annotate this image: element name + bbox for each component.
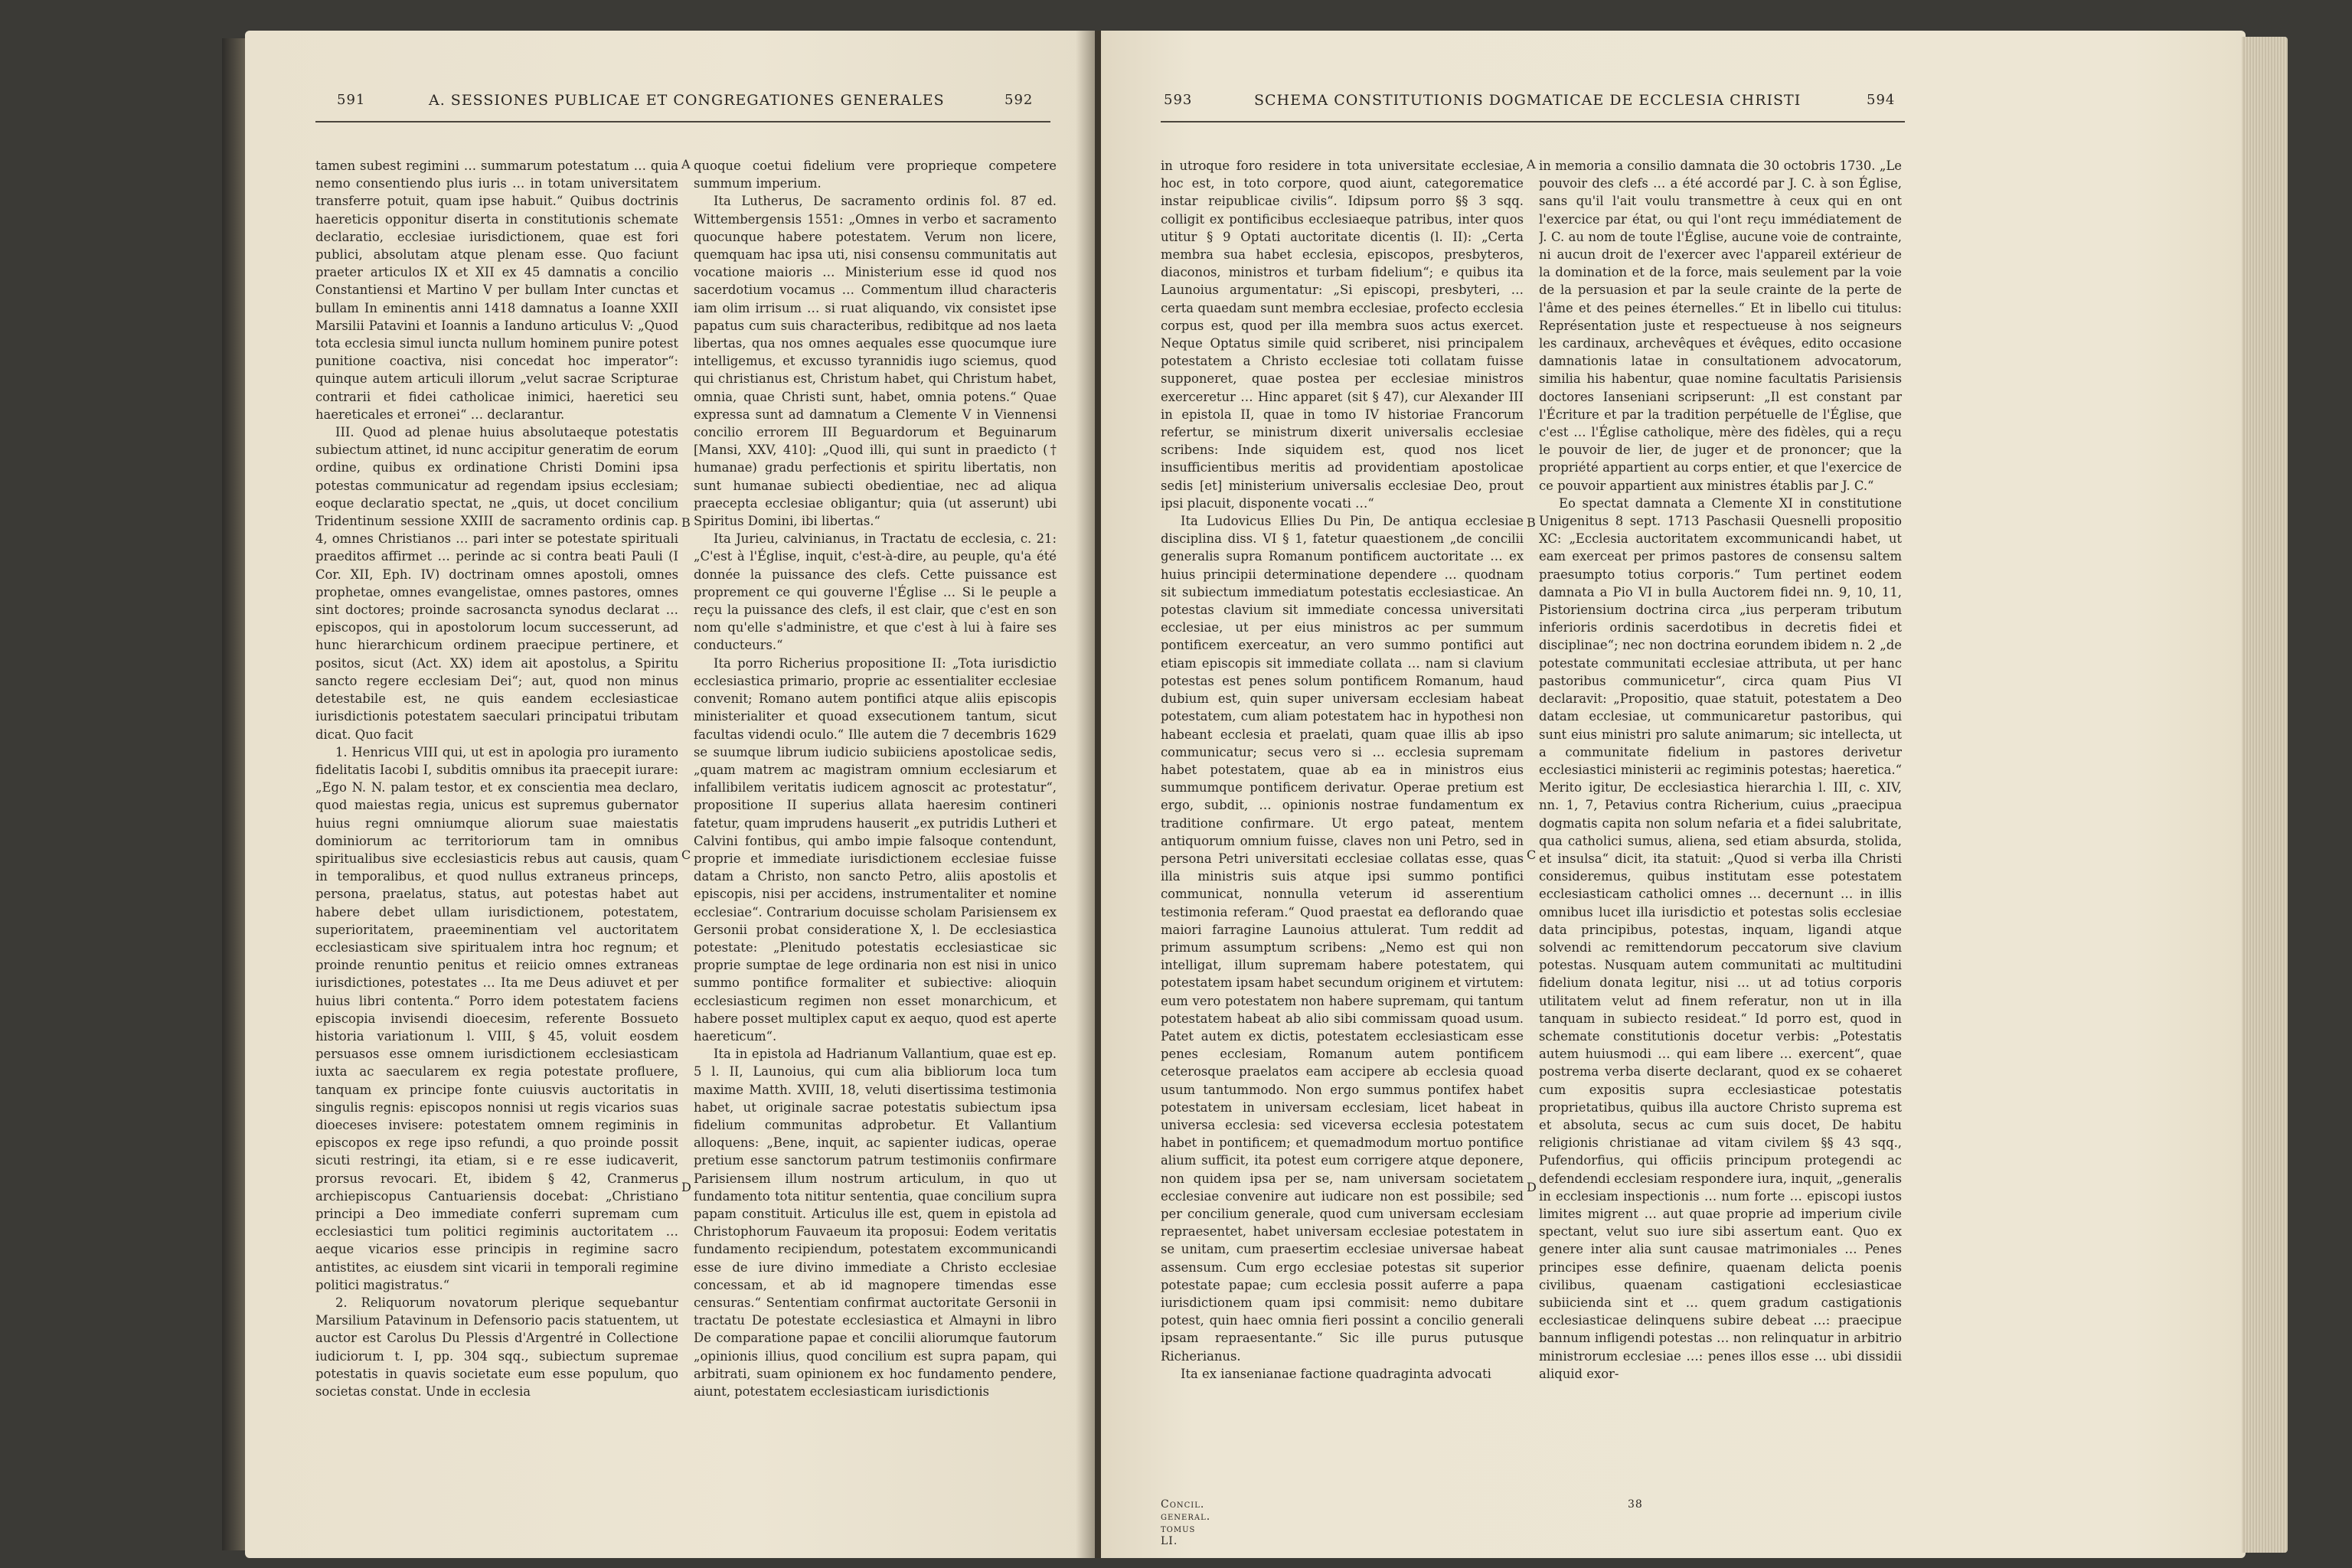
right-page [1101, 31, 2246, 1558]
margin-mark-b: B [1527, 515, 1536, 530]
left-header-title: A. SESSIONES PUBLICAE ET CONGREGATIONES GENERALES [429, 92, 945, 109]
left-column-1 [315, 157, 678, 1504]
paragraph: 1. Henricus VIII qui, ut est in apologia pro iuramento fidelitatis Iacobi I, subditis omnibus ita praecepit iurare: „Ego N. N. palam testor, et ex conscientia mea declaro, quod maiestas regia, unicus est supremus gubernator huius regni omniumque aliorum suae maiestatis dominiorum ac territoriorum tam in omnibus spiritualibus sive ecclesiasticis rebus aut causis, quam in temporalibus, et quod nullus extraneus princeps, persona, praelatus, status, aut potestas habet aut habere debet ullam iurisdictionem, potestatem, superioritatem, praeeminentiam vel auctoritatem ecclesiasticam sive spiritualem intra hoc regnum; et proinde renuntio penitus et reiicio omnes extraneas iurisdictiones, potestates … Ita me Deus adiuvet et per huius libri contenta.“ Porro idem potestatem faciens episcopia invisendi dioecesim, referente Bossueto historia variationum l. VIII, § 45, voluit eosdem persuasos esse omnem iurisdictionem ecclesiasticam iuxta ac saecularem ex regia potestate profluere, tanquam ex principe fonte cuiusvis auctoritatis in singulis regnis: episcopos nonnisi ut regis vicarios suas dioeceses invisere: potestatem omnem regiminis in episcopos ex rege ipso refundi, a quo proinde possit sicuti restringi, ita etiam, si e re esse iudicaverit, prorsus revocari. Et, ibidem § 42, Cranmerus archiepiscopus Cantuariensis docebat: „Christiano principi a Deo immediate conferri supremam cum ecclesiastici tum politici regiminis auctoritatem … aeque vicarios esse principis in regimine sacro antistites, ac eiusdem sint vicarii in temporali regimine politici magistratus.“ [315, 744, 678, 1292]
right-folio-outer: 594 [1867, 92, 1896, 108]
book-edge-left [222, 38, 248, 1550]
margin-mark-d: D [681, 1180, 691, 1194]
paragraph: in memoria a consilio damnata die 30 octobris 1730. „Le pouvoir des clefs … a été accordé par J. C. à son Église, sans qu'il l'ait voulu transmettre à ceux qui en ont l'exercice par état, ou qui l'ont reçu immédiatement de J. C. au nom de toute l'Église, aucune voie de contrainte, ni aucun droit de l'exercer avec l'appareil extérieur de la domination et de la force, mais seulement par la voie de la persuasion et par la seule crainte de la perte de l'âme et des peines éternelles.“ Et in libello cui titulus: Représentation juste et respectueuse à nos seigneurs les cardinaux, archevêques et évêques, edito occasione damnationis latae in consultationem advocatorum, similia his habentur, quae nomine facultatis Parisiensis doctores Ianseniani scripserunt: „Il est constant par l'Écriture et par la tradition perpétuelle de l'Église, que c'est … l'Église catholique, mère des fidèles, qui a reçu le pouvoir de lier, de juger et de prononcer; que la propriété appartient au corps entier, et que l'exercice de ce pouvoir appartient aux ministres établis par J. C.“ [1539, 158, 1902, 493]
paragraph: Ita Lutherus, De sacramento ordinis fol. 87 ed. Wittembergensis 1551: „Omnes in verbo et sacramento quocunque habere potestatem. Verum non licere, quemquam hac ipsa uti, nisi consensu communitatis aut vocatione maioris … Ministerium esse id quod nos sacerdotium vocamus … Commentum illud characteris iam olim irrisum … si ruat aliquando, vix consistet ipse papatus cum suis characteribus, redibitque ad nos laeta libertas, qua nos omnes aequales esse quocumque iure intelligemus, et excusso tyrannidis iugo sciemus, quod qui christianus est, Christum habet, qui Christum habet, omnia, quae Christi sunt, habet, omnia potens.“ Quae expressa sunt ad damnatum a Clemente V in Viennensi concilio errorem III Beguardorum et Beguinarum [Mansi, XXV, 410]: „Quod illi, qui sunt in praedicto († humanae) gradu perfectionis et spiritu libertatis, non sunt humanae subiecti obedientiae, nec ad aliqua praecepta ecclesiae obligantur; quia (ut asserunt) ubi Spiritus Domini, ibi libertas.“ [694, 194, 1057, 529]
margin-mark-c: C [1527, 848, 1537, 862]
paragraph: Ita in epistola ad Hadrianum Vallantium, quae est ep. 5 l. II, Launoius, qui cum alia bibliorum loca tum maxime Matth. XVIII, 18, veluti disertissima testimonia habet, ut originale sacrae potestatis subiectum ipsa fidelium communitas adprobetur. Et Vallantium alloquens: „Bene, inquit, ac sapienter iudicas, operae pretium esse sanctorum patrum testimoniis confirmare Parisiensem illum nostrum articulum, in quo ut fundamento tota nititur sententia, quae concilium supra papam constituit. Articulus ille est, quem in epistola ad Christophorum Fauvaeum ita proposui: Eodem veritatis fundamento recipiendum, potestatem excommunicandi esse de iure divino immediate a Christo ecclesiae concessam, et ab id magnopere timendas esse censuras.“ Sententiam confirmat auctoritate Gersonii in tractatu De potestate ecclesiastica et Almayni in libro De comparatione papae et concilii aliorumque fautorum „opinionis illius, quod concilium est supra papam, qui arbitrati, suam opinionem ex hoc fundamento pendere, aiunt, potestatem ecclesiasticam iurisdictionis [694, 1047, 1057, 1400]
right-column-1 [1161, 157, 1524, 1489]
left-running-head [245, 84, 1095, 122]
left-header-rule [315, 121, 1050, 122]
margin-mark-a: A [681, 157, 691, 172]
right-column-2 [1539, 157, 1902, 1504]
paragraph: Eo spectat damnata a Clemente XI in constitutione Unigenitus 8 sept. 1713 Paschasii Quesnelli propositio XC: „Ecclesia auctoritatem excommunicandi habet, ut eam exerceat per primos pastores de consensu saltem praesumpto totius corporis.“ Tum pertinet eodem damnata a Pio VI in bulla Auctorem fidei nn. 9, 10, 11, Pistoriensium doctrina circa „ius perperam tributum inferioris ordinis sacerdotibus in decretis fidei et disciplinae“; nec non doctrina eorundem ibidem n. 2 „de potestate communitati ecclesiae attributa, ut per hanc pastoribus communicetur“, circa quam Pius VI declaravit: „Propositio, quae statuit, potestatem a Deo datam ecclesiae, ut communicaretur pastoribus, qui sunt eius ministri pro salute animarum; sic intellecta, ut a communitate fidelium in pastores derivetur ecclesiastici ministerii ac regiminis potestas; haeretica.“ Merito igitur, De ecclesiastica hierarchia l. III, c. XIV, nn. 1, 7, Petavius contra Richerium, cuius „praecipua dogmatis capita non solum nefaria et a fidei salubritate, qua catholici sumus, aliena, sed etiam absurda, stolida, et insulsa“ dicit, ita statuit: „Quod si verba illa Christi consideremus, quibus institutam esse potestatem ecclesiasticam catholici omnes … decernunt … in illis omnibus lucet illa iurisdictio et potestas solis ecclesiae data principibus, potestas, inquam, ligandi atque solvendi ac remittendorum peccatorum sive clavium potestas. Nusquam autem communitati ac multitudini fidelium donata legitur, nisi … ut ad totius corporis utilitatem velut ad finem referatur, non ut in illa tanquam in subiecto resideat.“ Id porro est, quod in schemate constitutionis docetur verbis: „Potestatis autem huiusmodi … qui eam libere … exercent“, quae postrema verba diserte declarant, quod ex se cohaeret cum expositis supra ecclesiasticae potestatis proprietatibus, quibus illa auctore Christo suprema est et absoluta, secus ac cum suis docet, De habitu religionis christianae ad vitam civilem §§ 43 sqq., Pufendorfius, qui officiis principum protegendi ac defendendi ecclesiam respondere iura, inquit, „generalis in ecclesiam inspectionis … num forte … episcopi iustos limites migrent … aut quae proprie ad imperium civile spectant, velut suo iure sibi assertum eant. Quo ex genere inter alia sunt causae matrimoniales … Penes principes esse definire, quaenam delicta poenis civilibus, quaenam castigationi ecclesiasticae subiicienda sint et … quem gradum castigationis ecclesiasticae delinquens subire debeat …: praecipue bannum infligendi potestas … non relinquatur in arbitrio ministrorum ecclesiae …: penes illos esse … ubi dissidii aliquid exor- [1539, 495, 1902, 1381]
paragraph: III. Quod ad plenae huius absolutaeque potestatis subiectum attinet, id nunc accipitur generatim de eorum ordine, quibus ex ordinatione Christi Domini ipsa potestas communicatur ad regendam ipsius ecclesiam; eoque declaratio spectat, ne „quis, ut docet concilium Tridentinum sessione XXIII de sacramento ordinis cap. 4, omnes Christianos … pari inter se potestate spirituali praeditos affirmet … perinde ac si contra beati Pauli (I Cor. XII, Eph. IV) doctrinam omnes apostoli, omnes prophetae, omnes evangelistae, omnes pastores, omnes sint doctores; proinde sacrosancta synodus declarat … episcopos, qui in apostolorum locum successerunt, ad hunc hierarchicum ordinem praecipue pertinere, et positos, sicut (Act. XX) idem ait apostolus, a Spiritu sancto regere ecclesiam Dei“; aut, quod non minus detestabile est, ne quis eandem ecclesiasticae iurisdictionis potestatem saeculari principatui tributam dicat. Quo facit [315, 425, 678, 742]
right-folio-inner: 593 [1164, 92, 1193, 108]
paragraph: tamen subest regimini … summarum potestatum … quia nemo consentiendo plus iuris … in totam universitatem transferre potuit, quam ipse habuit.“ Quibus doctrinis haereticis opponitur diserta in constitutionis schemate declaratio, ecclesiae iurisdictionem, quae est fori publici, absolutam atque plenam esse. Quo faciunt praeter articulos IX et XII ex 45 damnatis a concilio Constantiensi et Martino V per bullam Inter cunctas et bullam In eminentis anni 1418 damnatus a Ioanne XXII Marsilii Patavini et Ioannis a Ianduno articulus V: „Quod tota ecclesia simul iuncta nullum hominem punire potest punitione coactiva, nisi concedat hoc imperator“: quinque autem articuli illorum „velut sacrae Scripturae contrarii et fidei catholicae inimici, haeretici seu haereticales et erronei“ … declarantur. [315, 158, 678, 422]
margin-mark-b: B [681, 515, 691, 530]
left-folio-inner: 592 [1004, 92, 1034, 108]
left-page [245, 31, 1095, 1558]
paragraph: quoque coetui fidelium vere proprieque competere summum imperium. [694, 158, 1057, 191]
page-footer-signature: Concil. general. tomus LI. [1161, 1498, 1211, 1547]
right-header-rule [1161, 121, 1905, 122]
right-header-title: SCHEMA CONSTITUTIONIS DOGMATICAE DE ECCLESIA CHRISTI [1254, 92, 1802, 109]
right-running-head [1101, 84, 2246, 122]
paragraph: 2. Reliquorum novatorum plerique sequebantur Marsilium Patavinum in Defensorio pacis statuentem, ut auctor est Carolus Du Plessis d'Argentré in Collectione iudiciorum t. I, pp. 304 sqq., subiectum supremae potestatis in quavis societate eum esse populum, quo societas constat. Unde in ecclesia [315, 1295, 678, 1400]
left-column-2 [694, 157, 1057, 1504]
margin-mark-d: D [1527, 1180, 1537, 1194]
paragraph: Ita Jurieu, calvinianus, in Tractatu de ecclesia, c. 21: „C'est à l'Église, inquit, c'est-à-dire, au peuple, qu'a été donnée la puissance des clefs. Cette puissance est proprement ce qui gouverne l'Église … Si le peuple a reçu la puissance des clefs, il est clair, que c'est en son nom qu'elle s'administre, et que c'est à lui à faire ses conducteurs.“ [694, 531, 1057, 653]
paragraph: Ita Ludovicus Ellies Du Pin, De antiqua ecclesiae disciplina diss. VI § 1, fatetur quaestionem „de concilii generalis supra Romanum pontificem auctoritate … ex huius principii determinatione dependere … quodnam sit subiectum immediatum potestatis ecclesiasticae. An potestas clavium sit immediate concessa universitati ecclesiae, ut per eius ministros ac per summum pontificem exerceatur, an vero summo pontifici aut etiam episcopis sit immediate collata … nam si clavium potestas est penes solum pontificem Romanum, haud dubium est, quin super universam ecclesiam habeat potestatem, cum aliam potestatem hac in hypothesi non habeant ecclesia et praelati, quam quae illis ab ipso communicatur; secus vero si … ecclesia supremam habet potestatem, quae ab ea in ministros eius summumque pontificem derivatur. Operae pretium est ergo, subdit, … opinionis nostrae fundamentum ex traditione confirmare. Ut ergo pateat, mentem antiquorum omnium fuisse, claves non uni Petro, sed in persona Petri universitati ecclesiae collatas esse, quas illa ministris suis atque ipsi summo pontifici communicat, nonnulla veterum id asserentium testimonia referam.“ Quod praestat ea deflorando quae maiori farragine Launoius attulerat. Tum reddit ad primum assumptum scribens: „Nemo est qui non intelligat, illum supremam habere potestatem, qui potestatem ipsam habet secundum originem et virtutem: eum vero potestatem non habere supremam, qui tantum potestatem habeat ab alio sibi commissam quoad usum. Patet autem ex dictis, potestatem ecclesiasticam esse penes ecclesiam, Romanum autem pontificem ceterosque praelatos eam accipere ab ecclesia quoad usum tantummodo. Non ergo summus pontifex habet potestatem in universam ecclesiam, licet habeat in universa ecclesia: sed viceversa ecclesia potestatem habet in pontificem; et quemadmodum mortuo pontifice alium sufficit, ita potest eum corrigere atque deponere, non quidem ipsa per se, nam universam societatem ecclesiae convenire aut iudicare non est possibile; sed per concilium generale, quod cum universam ecclesiam repraesentet, habet universam ecclesiae potestatem in se unitam, cum praesertim ecclesiae universae habeat assensum. Cum ergo ecclesiae potestas sit superior potestate papae; cum ecclesia possit auferre a papa iurisdictionem quam ipsi commisit: nemo dubitare potest, quin haec omnia fieri possint a concilio generali ipsam repraesentante.“ Sic ille purus putusque Richerianus. [1161, 514, 1524, 1364]
margin-mark-a: A [1527, 157, 1536, 172]
paragraph: Ita porro Richerius propositione II: „Tota iurisdictio ecclesiastica primario, proprie ac essentialiter ecclesiae convenit; Romano autem pontifici atque aliis episcopis ministerialiter et quoad exsecutionem tantum, sicut facultas videndi oculo.“ Ille autem die 7 decembris 1629 se suumque librum iudicio subiiciens apostolicae sedis, „quam matrem ac magistram omnium ecclesiarum et infallibilem veritatis iudicem agnoscit ac protestatur“, propositione II superius allata haeresim contineri fatetur, quam imprudens hauserit „ex putridis Lutheri et Calvini fontibus, qui ambo impie falsoque contendunt, proprie et immediate iurisdictionem ecclesiae fuisse datam a Christo, non sancto Petro, aliis apostolis et episcopis, nisi per accidens, instrumentaliter et nomine ecclesiae“. Contrarium docuisse scholam Parisiensem ex Gersonii probat consideratione X, l. De ecclesiastica potestate: „Plenitudo potestatis ecclesiasticae sic proprie sumptae de lege ordinaria non est nisi in unico summo pontifice formaliter et subiective: alioquin ecclesiasticum regimen non esset monarchicum, et habere posset multiplex caput ex aequo, quod est aperte haereticum“. [694, 655, 1057, 1044]
page-footer-number: 38 [1628, 1498, 1643, 1511]
paragraph: in utroque foro residere in tota universitate ecclesiae, hoc est, in toto corpore, quod aiunt, categorematice instar reipublicae civilis“. Idipsum porro §§ 3 sqq. colligit ex pontificibus ecclesiaeque patribus, inter quos utitur § 9 Optati auctoritate dicentis (l. II): „Certa membra sua habet ecclesia, episcopos, presbyteros, diaconos, ministros et turbam fidelium“; e quibus ita Launoius argumentatur: „Si episcopi, presbyteri, … certa quaedam sunt membra ecclesiae, profecto ecclesia corpus est, quod per illa membra suos actus exercet. Neque Optatus simile quid scriberet, nisi principalem potestatem a Christo ecclesiae toti collatam fuisse supponeret, quae postea per ecclesiae ministros exerceretur … Hinc apparet (sit § 47), cur Alexander III in epistola II, quae in tomo IV historiae Francorum refertur, se ministrum dixerit universalis ecclesiae scribens: Inde siquidem est, quod nos licet insufficientibus meritis ad providentiam apostolicae sedis [et] ministerium universalis ecclesiae Deo, prout ipsi placuit, disponente vocati …“ [1161, 158, 1524, 511]
left-folio-outer: 591 [337, 92, 366, 108]
paragraph: Ita ex iansenianae factione quadraginta advocati [1181, 1366, 1491, 1381]
book-page-edges [2242, 37, 2288, 1553]
margin-mark-c: C [681, 848, 691, 862]
